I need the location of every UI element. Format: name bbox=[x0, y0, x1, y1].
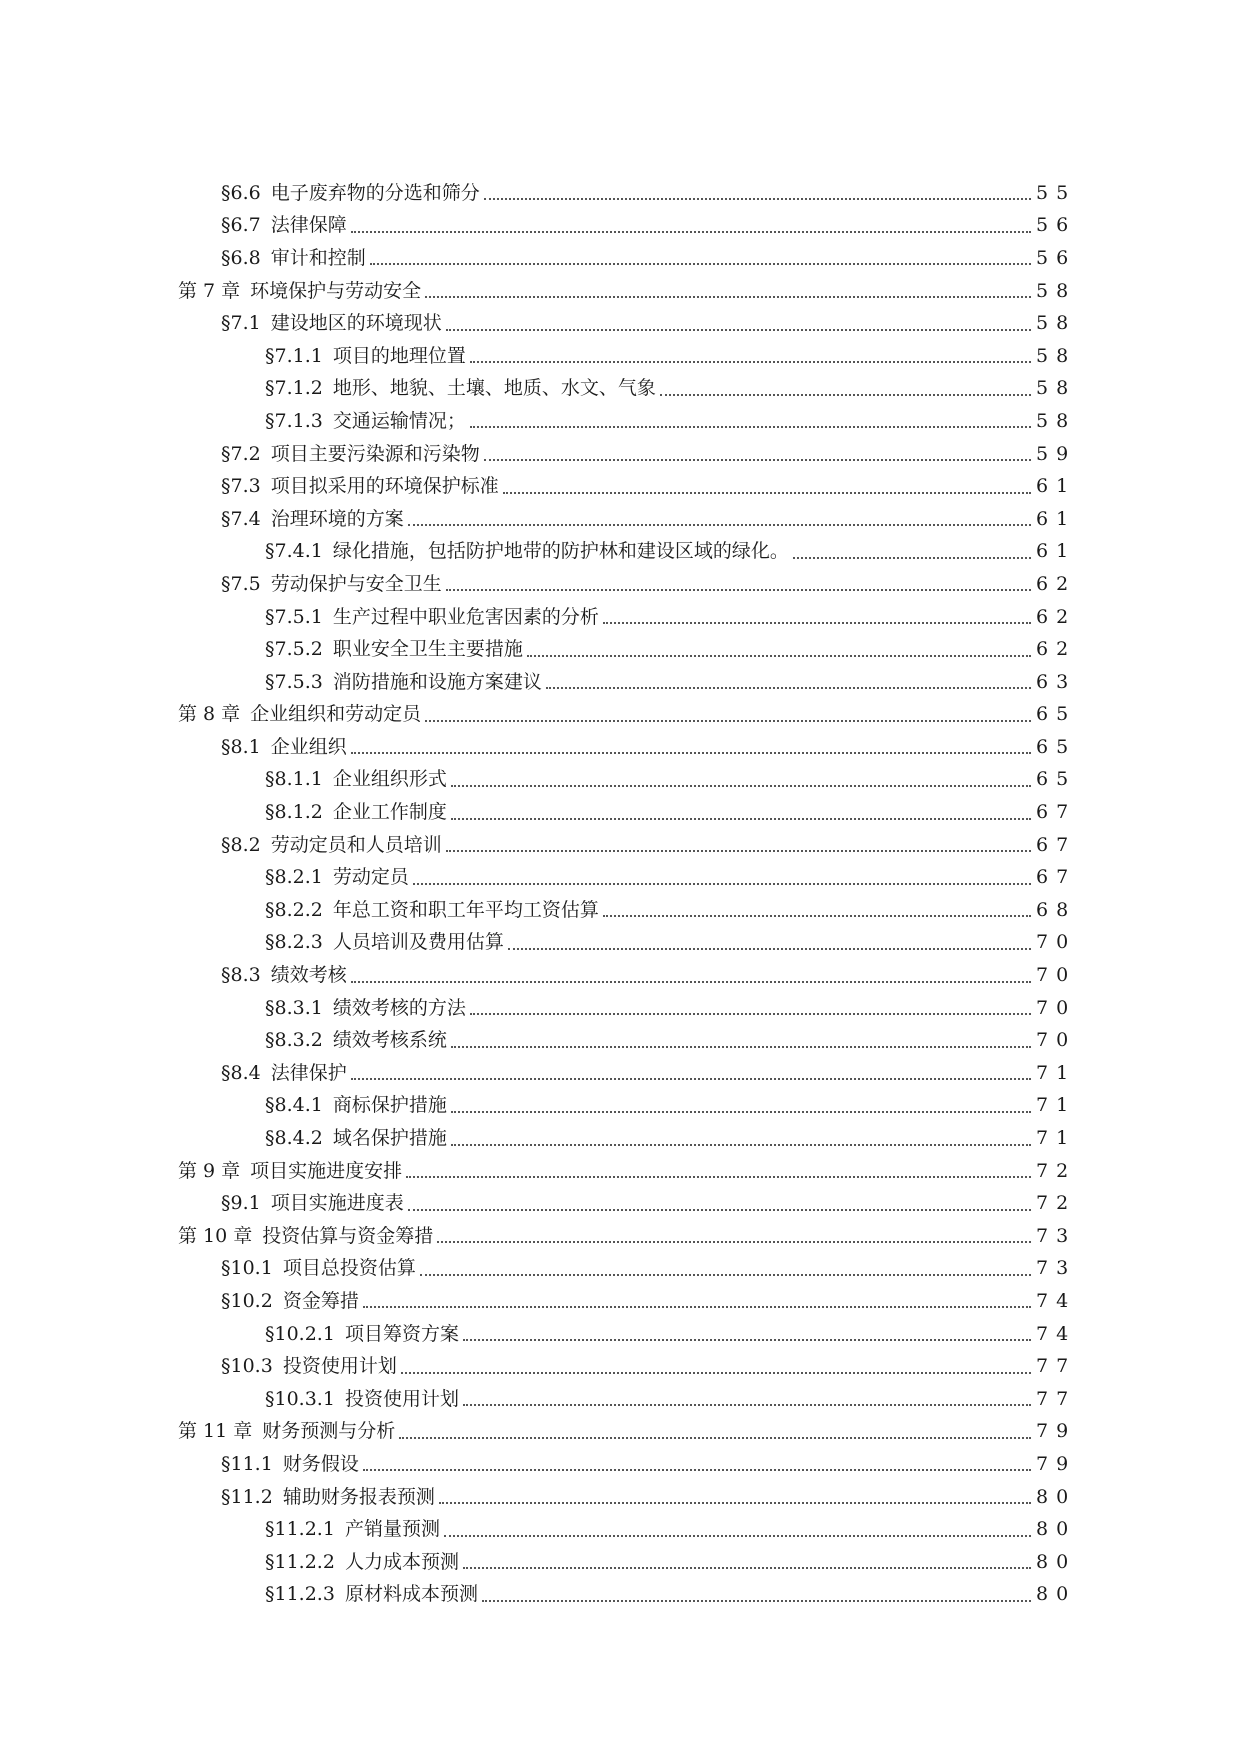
toc-entry-page-number: 58 bbox=[1036, 377, 1077, 400]
toc-entry-title: 电子废弃物的分选和筛分 bbox=[270, 181, 480, 204]
toc-entry-page-number: 80 bbox=[1036, 1583, 1077, 1606]
toc-entry-title: 人员培训及费用估算 bbox=[332, 931, 504, 954]
toc-dot-leader bbox=[425, 720, 1031, 722]
toc-entry-page-number: 73 bbox=[1036, 1224, 1077, 1247]
toc-entry-number: 第 11 章 bbox=[178, 1420, 253, 1443]
toc-entry[interactable] bbox=[0, 1090, 1241, 1123]
toc-entry-number: §11.1 bbox=[221, 1452, 273, 1475]
toc-entry-title: 资金筹措 bbox=[282, 1289, 359, 1312]
toc-entry-title: 域名保护措施 bbox=[332, 1127, 447, 1150]
toc-entry-number: §6.7 bbox=[221, 214, 261, 237]
toc-dot-leader bbox=[363, 1306, 1031, 1308]
toc-entry-title: 产销量预测 bbox=[344, 1518, 440, 1541]
toc-entry-number: §10.3.1 bbox=[265, 1387, 335, 1410]
toc-entry-page-number: 61 bbox=[1036, 475, 1077, 498]
toc-entry-number: §8.2.3 bbox=[265, 931, 323, 954]
toc-entry-page-number: 71 bbox=[1036, 1094, 1077, 1117]
toc-entry-page-number: 56 bbox=[1036, 246, 1077, 269]
toc-entry-page-number: 65 bbox=[1036, 703, 1077, 726]
toc-dot-leader bbox=[363, 1469, 1031, 1471]
toc-entry[interactable] bbox=[0, 1220, 1241, 1253]
toc-dot-leader bbox=[660, 394, 1031, 396]
toc-entry-number: §8.2.2 bbox=[265, 898, 323, 921]
toc-entry[interactable] bbox=[0, 470, 1241, 503]
toc-entry-title: 绩效考核系统 bbox=[332, 1029, 447, 1052]
toc-entry[interactable] bbox=[0, 927, 1241, 960]
toc-entry-number: 第 7 章 bbox=[178, 279, 241, 302]
toc-dot-leader bbox=[451, 818, 1031, 820]
toc-entry-number: §8.4.2 bbox=[265, 1127, 323, 1150]
toc-dot-leader bbox=[484, 459, 1031, 461]
toc-entry[interactable] bbox=[0, 1122, 1241, 1155]
toc-entry-number: §7.5.2 bbox=[265, 638, 323, 661]
toc-entry-page-number: 61 bbox=[1036, 507, 1077, 530]
toc-entry-number: §11.2 bbox=[221, 1485, 273, 1508]
toc-entry[interactable] bbox=[0, 992, 1241, 1025]
toc-dot-leader bbox=[470, 361, 1031, 363]
toc-dot-leader bbox=[401, 1372, 1031, 1374]
toc-entry-page-number: 80 bbox=[1036, 1485, 1077, 1508]
toc-dot-leader bbox=[508, 948, 1031, 950]
toc-entry-page-number: 74 bbox=[1036, 1322, 1077, 1345]
toc-entry-page-number: 71 bbox=[1036, 1061, 1077, 1084]
toc-entry[interactable] bbox=[0, 405, 1241, 438]
toc-entry-title: 人力成本预测 bbox=[344, 1550, 459, 1573]
toc-entry[interactable] bbox=[0, 1318, 1241, 1351]
toc-entry[interactable] bbox=[0, 340, 1241, 373]
toc-entry-number: §7.1.3 bbox=[265, 409, 323, 432]
toc-dot-leader bbox=[437, 1241, 1031, 1243]
toc-entry-page-number: 80 bbox=[1036, 1518, 1077, 1541]
toc-entry-title: 项目筹资方案 bbox=[344, 1322, 459, 1345]
toc-entry[interactable] bbox=[0, 1155, 1241, 1188]
toc-entry-number: §11.2.2 bbox=[265, 1550, 335, 1573]
toc-dot-leader bbox=[482, 1600, 1031, 1602]
toc-entry-page-number: 67 bbox=[1036, 866, 1077, 889]
toc-dot-leader bbox=[406, 1176, 1031, 1178]
toc-dot-leader bbox=[351, 981, 1031, 983]
toc-entry[interactable] bbox=[0, 503, 1241, 536]
toc-entry-title: 劳动定员和人员培训 bbox=[270, 833, 442, 856]
toc-entry-number: §7.4 bbox=[221, 507, 261, 530]
toc-entry-title: 辅助财务报表预测 bbox=[282, 1485, 435, 1508]
toc-entry[interactable] bbox=[0, 1546, 1241, 1579]
toc-entry[interactable] bbox=[0, 1448, 1241, 1481]
toc-entry-number: §11.2.3 bbox=[265, 1583, 335, 1606]
toc-dot-leader bbox=[399, 1437, 1031, 1439]
toc-entry-number: §8.2 bbox=[221, 833, 261, 856]
toc-entry[interactable] bbox=[0, 796, 1241, 829]
toc-dot-leader bbox=[425, 296, 1031, 298]
toc-entry[interactable] bbox=[0, 536, 1241, 569]
toc-entry-number: §8.1.2 bbox=[265, 801, 323, 824]
toc-entry-title: 法律保护 bbox=[270, 1061, 347, 1084]
toc-entry[interactable] bbox=[0, 731, 1241, 764]
toc-dot-leader bbox=[351, 1078, 1031, 1080]
toc-entry-title: 职业安全卫生主要措施 bbox=[332, 638, 523, 661]
toc-entry-number: §8.4 bbox=[221, 1061, 261, 1084]
toc-entry[interactable] bbox=[0, 1285, 1241, 1318]
toc-dot-leader bbox=[451, 1144, 1031, 1146]
toc-dot-leader bbox=[446, 329, 1031, 331]
toc-entry-number: §8.1.1 bbox=[265, 768, 323, 791]
toc-entry[interactable] bbox=[0, 568, 1241, 601]
toc-entry-title: 投资使用计划 bbox=[344, 1387, 459, 1410]
toc-dot-leader bbox=[439, 1502, 1031, 1504]
toc-entry-number: 第 10 章 bbox=[178, 1224, 253, 1247]
toc-entry-page-number: 74 bbox=[1036, 1289, 1077, 1312]
toc-entry-page-number: 58 bbox=[1036, 312, 1077, 335]
toc-entry[interactable] bbox=[0, 275, 1241, 308]
toc-entry-title: 建设地区的环境现状 bbox=[270, 312, 442, 335]
toc-dot-leader bbox=[546, 687, 1031, 689]
toc-entry-page-number: 68 bbox=[1036, 898, 1077, 921]
toc-entry-title: 商标保护措施 bbox=[332, 1094, 447, 1117]
toc-entry[interactable] bbox=[0, 307, 1241, 340]
toc-entry-page-number: 70 bbox=[1036, 1029, 1077, 1052]
toc-entry[interactable] bbox=[0, 601, 1241, 634]
toc-entry-number: §7.3 bbox=[221, 475, 261, 498]
toc-entry-title: 治理环境的方案 bbox=[270, 507, 404, 530]
toc-entry-page-number: 80 bbox=[1036, 1550, 1077, 1573]
toc-entry-title: 财务假设 bbox=[282, 1452, 359, 1475]
toc-entry[interactable] bbox=[0, 699, 1241, 732]
toc-dot-leader bbox=[351, 231, 1031, 233]
toc-entry-page-number: 79 bbox=[1036, 1452, 1077, 1475]
toc-entry-title: 法律保障 bbox=[270, 214, 347, 237]
toc-entry-number: §7.5.1 bbox=[265, 605, 323, 628]
toc-entry-page-number: 72 bbox=[1036, 1192, 1077, 1215]
toc-entry-page-number: 67 bbox=[1036, 833, 1077, 856]
toc-dot-leader bbox=[603, 622, 1031, 624]
toc-entry-title: 投资估算与资金筹措 bbox=[262, 1224, 434, 1247]
toc-entry-title: 消防措施和设施方案建议 bbox=[332, 670, 542, 693]
toc-entry-page-number: 70 bbox=[1036, 931, 1077, 954]
toc-entry-title: 项目的地理位置 bbox=[332, 344, 466, 367]
toc-entry-number: §8.2.1 bbox=[265, 866, 323, 889]
toc-entry[interactable] bbox=[0, 1383, 1241, 1416]
toc-entry-page-number: 65 bbox=[1036, 768, 1077, 791]
toc-entry-title: 生产过程中职业危害因素的分析 bbox=[332, 605, 599, 628]
toc-entry[interactable] bbox=[0, 1579, 1241, 1612]
toc-entry-title: 企业组织 bbox=[270, 735, 347, 758]
toc-entry-number: §6.6 bbox=[221, 181, 261, 204]
toc-dot-leader bbox=[444, 1535, 1031, 1537]
toc-entry-number: §8.1 bbox=[221, 735, 261, 758]
toc-entry[interactable] bbox=[0, 373, 1241, 406]
toc-entry-page-number: 61 bbox=[1036, 540, 1077, 563]
toc-entry-page-number: 58 bbox=[1036, 409, 1077, 432]
toc-entry-title: 劳动定员 bbox=[332, 866, 409, 889]
toc-entry-page-number: 67 bbox=[1036, 801, 1077, 824]
toc-entry-title: 绩效考核的方法 bbox=[332, 996, 466, 1019]
toc-dot-leader bbox=[463, 1404, 1031, 1406]
toc-entry-number: §8.3 bbox=[221, 964, 261, 987]
toc-entry-number: §10.1 bbox=[221, 1257, 273, 1280]
toc-entry-number: §7.2 bbox=[221, 442, 261, 465]
toc-entry[interactable] bbox=[0, 242, 1241, 275]
toc-entry-title: 交通运输情况； bbox=[332, 409, 466, 432]
toc-entry-title: 项目主要污染源和污染物 bbox=[270, 442, 480, 465]
toc-entry[interactable] bbox=[0, 861, 1241, 894]
toc-entry-title: 原材料成本预测 bbox=[344, 1583, 478, 1606]
toc-entry-title: 企业工作制度 bbox=[332, 801, 447, 824]
toc-dot-leader bbox=[451, 1046, 1031, 1048]
toc-entry-number: §10.3 bbox=[221, 1355, 273, 1378]
toc-entry-page-number: 79 bbox=[1036, 1420, 1077, 1443]
toc-entry[interactable] bbox=[0, 177, 1241, 210]
toc-entry-title: 审计和控制 bbox=[270, 246, 366, 269]
toc-entry-title: 年总工资和职工年平均工资估算 bbox=[332, 898, 599, 921]
toc-entry-page-number: 65 bbox=[1036, 735, 1077, 758]
toc-entry-page-number: 58 bbox=[1036, 344, 1077, 367]
toc-dot-leader bbox=[446, 850, 1031, 852]
toc-entry-title: 项目拟采用的环境保护标准 bbox=[270, 475, 499, 498]
toc-entry-title: 项目实施进度安排 bbox=[250, 1159, 403, 1182]
toc-entry[interactable] bbox=[0, 1350, 1241, 1383]
toc-dot-leader bbox=[351, 752, 1031, 754]
toc-entry-number: 第 9 章 bbox=[178, 1159, 241, 1182]
toc-dot-leader bbox=[603, 915, 1031, 917]
toc-entry-number: §7.1 bbox=[221, 312, 261, 335]
toc-entry-number: §6.8 bbox=[221, 246, 261, 269]
toc-entry-title: 环境保护与劳动安全 bbox=[250, 279, 422, 302]
toc-entry-number: §7.1.2 bbox=[265, 377, 323, 400]
toc-entry-page-number: 62 bbox=[1036, 605, 1077, 628]
toc-entry-page-number: 63 bbox=[1036, 670, 1077, 693]
toc-entry[interactable] bbox=[0, 959, 1241, 992]
toc-entry-number: §7.5 bbox=[221, 572, 261, 595]
toc-dot-leader bbox=[470, 1013, 1031, 1015]
toc-entry[interactable] bbox=[0, 1416, 1241, 1449]
toc-dot-leader bbox=[408, 524, 1031, 526]
toc-entry-page-number: 56 bbox=[1036, 214, 1077, 237]
toc-entry[interactable] bbox=[0, 829, 1241, 862]
toc-entry[interactable] bbox=[0, 1057, 1241, 1090]
toc-dot-leader bbox=[470, 426, 1031, 428]
toc-entry-page-number: 73 bbox=[1036, 1257, 1077, 1280]
toc-dot-leader bbox=[451, 1111, 1031, 1113]
toc-entry[interactable] bbox=[0, 764, 1241, 797]
toc-entry-number: §10.2 bbox=[221, 1289, 273, 1312]
toc-dot-leader bbox=[451, 785, 1031, 787]
toc-dot-leader bbox=[413, 883, 1031, 885]
toc-entry[interactable] bbox=[0, 1187, 1241, 1220]
toc-entry[interactable] bbox=[0, 1253, 1241, 1286]
toc-dot-leader bbox=[527, 655, 1031, 657]
toc-entry[interactable] bbox=[0, 633, 1241, 666]
toc-entry-title: 劳动保护与安全卫生 bbox=[270, 572, 442, 595]
toc-entry-page-number: 70 bbox=[1036, 964, 1077, 987]
toc-entry-page-number: 77 bbox=[1036, 1387, 1077, 1410]
toc-entry-number: §8.3.1 bbox=[265, 996, 323, 1019]
toc-entry-number: §8.4.1 bbox=[265, 1094, 323, 1117]
toc-entry-number: 第 8 章 bbox=[178, 703, 241, 726]
toc-entry[interactable] bbox=[0, 438, 1241, 471]
toc-dot-leader bbox=[463, 1339, 1031, 1341]
toc-entry-title: 绩效考核 bbox=[270, 964, 347, 987]
toc-entry-title: 绿化措施，包括防护地带的防护林和建设区域的绿化。 bbox=[332, 540, 789, 563]
toc-entry-title: 项目总投资估算 bbox=[282, 1257, 416, 1280]
toc-entry-number: §10.2.1 bbox=[265, 1322, 335, 1345]
toc-entry-page-number: 59 bbox=[1036, 442, 1077, 465]
toc-entry-page-number: 62 bbox=[1036, 572, 1077, 595]
toc-entry-number: §7.1.1 bbox=[265, 344, 323, 367]
toc-dot-leader bbox=[484, 198, 1031, 200]
toc-dot-leader bbox=[793, 557, 1031, 559]
toc-entry-page-number: 58 bbox=[1036, 279, 1077, 302]
toc-entry-number: §8.3.2 bbox=[265, 1029, 323, 1052]
toc-entry-number: §9.1 bbox=[221, 1192, 261, 1215]
toc-dot-leader bbox=[503, 492, 1031, 494]
toc-dot-leader bbox=[420, 1274, 1031, 1276]
toc-dot-leader bbox=[370, 263, 1031, 265]
toc-entry-page-number: 55 bbox=[1036, 181, 1077, 204]
toc-dot-leader bbox=[463, 1567, 1031, 1569]
toc-entry-page-number: 72 bbox=[1036, 1159, 1077, 1182]
toc-entry-title: 地形、地貌、土壤、地质、水文、气象 bbox=[332, 377, 656, 400]
toc-entry-page-number: 70 bbox=[1036, 996, 1077, 1019]
toc-entry-title: 项目实施进度表 bbox=[270, 1192, 404, 1215]
toc-entry-title: 投资使用计划 bbox=[282, 1355, 397, 1378]
toc-entry[interactable] bbox=[0, 210, 1241, 243]
toc-entry[interactable] bbox=[0, 666, 1241, 699]
toc-entry-number: §7.5.3 bbox=[265, 670, 323, 693]
toc-entry-number: §7.4.1 bbox=[265, 540, 323, 563]
toc-entry-page-number: 71 bbox=[1036, 1127, 1077, 1150]
toc-entry-number: §11.2.1 bbox=[265, 1518, 335, 1541]
toc-dot-leader bbox=[446, 589, 1031, 591]
toc-entry-page-number: 77 bbox=[1036, 1355, 1077, 1378]
toc-entry[interactable] bbox=[0, 1024, 1241, 1057]
toc-entry-title: 财务预测与分析 bbox=[262, 1420, 396, 1443]
toc-dot-leader bbox=[408, 1209, 1031, 1211]
toc-entry[interactable] bbox=[0, 894, 1241, 927]
toc-entry-title: 企业组织形式 bbox=[332, 768, 447, 791]
table-of-contents bbox=[0, 177, 1241, 1611]
toc-entry[interactable] bbox=[0, 1513, 1241, 1546]
toc-entry[interactable] bbox=[0, 1481, 1241, 1514]
toc-entry-page-number: 62 bbox=[1036, 638, 1077, 661]
toc-entry-title: 企业组织和劳动定员 bbox=[250, 703, 422, 726]
